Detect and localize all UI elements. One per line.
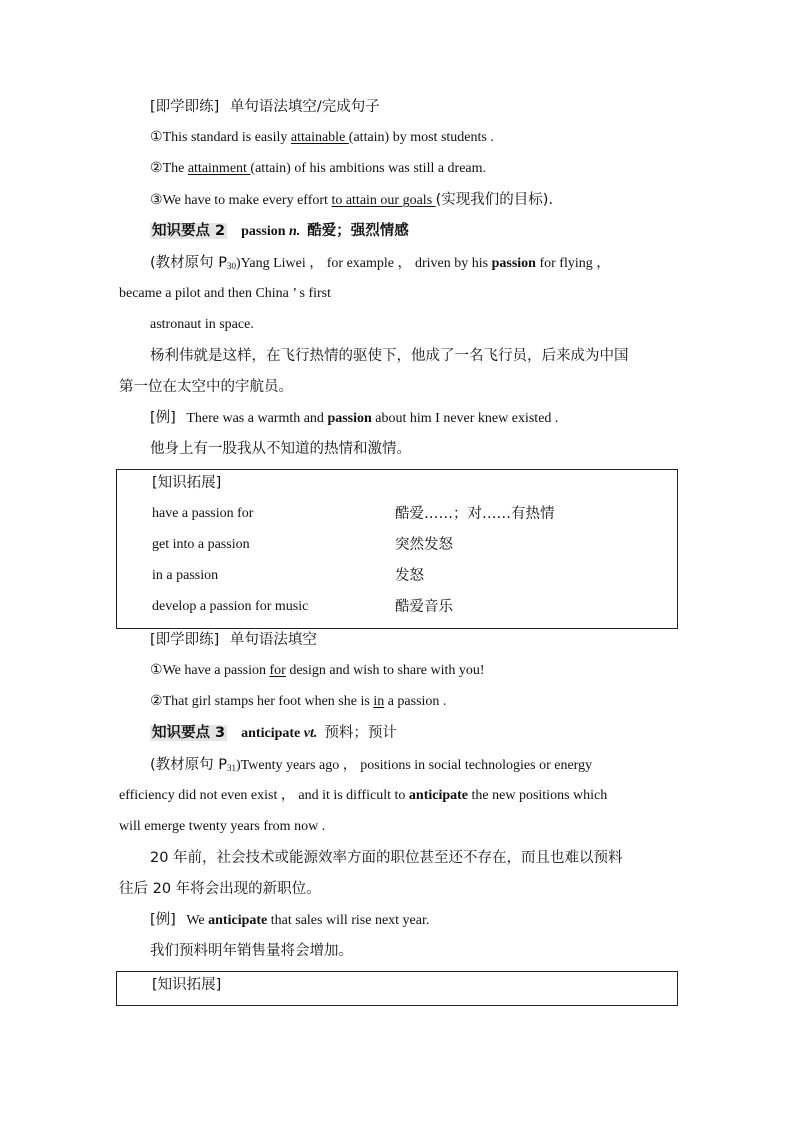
answer-blank: to attain our goals bbox=[331, 193, 436, 208]
example-translation: 我们预料明年销售量将会增加。 bbox=[150, 943, 353, 959]
expansion-phrase: get into a passion bbox=[152, 537, 250, 552]
answer-blank: in bbox=[373, 694, 385, 709]
practice-header-2 bbox=[150, 630, 317, 651]
knowledge-point-label: 知识要点 3 bbox=[152, 725, 226, 741]
translation-line-2: 第一位在太空中的宇航员。 bbox=[119, 379, 293, 395]
knowledge-point-3-heading bbox=[150, 723, 397, 744]
expansion-title: [知识拓展] bbox=[152, 977, 222, 993]
headword: anticipate bbox=[241, 726, 301, 741]
knowledge-point-2-heading bbox=[150, 221, 409, 242]
translation-line-1: 杨利伟就是这样，在飞行热情的驱使下，他成了一名飞行员，后来成为中国 bbox=[150, 348, 629, 364]
expansion-meaning: 酷爱……；对……有热情 bbox=[395, 506, 555, 522]
practice-header-1 bbox=[150, 97, 380, 118]
example-label: [例] bbox=[150, 410, 176, 426]
source-sentence-line-1: (教材原句 $P_{30})Yang$ Liwei ， for example ， driven by his passion for flying ， bbox=[150, 255, 611, 271]
practice-tag: [即学即练] bbox=[150, 632, 220, 648]
source-label: (教材原句 P bbox=[150, 757, 228, 773]
example-sentence: [例] We anticipate that sales will rise next year. bbox=[150, 912, 430, 928]
source-sentence-line-2: efficiency did not even exist ， and it is difficult to anticipate the new positions which bbox=[119, 788, 608, 803]
translation-line-1: 20 年前，社会技术或能源效率方面的职位甚至还不存在，而且也难以预料 bbox=[150, 850, 623, 866]
answer-blank: for bbox=[269, 663, 286, 678]
expansion-phrase: develop a passion for music bbox=[152, 599, 309, 614]
headword: passion bbox=[241, 224, 286, 239]
example-label: [例] bbox=[150, 912, 176, 928]
source-sentence-line-1: (教材原句 $P_{31})Twenty$ years ago ， positions in social technologies or energy bbox=[150, 757, 593, 773]
answer-blank: attainment bbox=[187, 161, 251, 176]
expansion-phrase: in a passion bbox=[152, 568, 219, 583]
part-of-speech: n. bbox=[289, 224, 301, 239]
word-meaning: 预料；预计 bbox=[324, 725, 397, 741]
example-sentence: [例] There was a warmth and passion about him I never knew existed . bbox=[150, 410, 559, 426]
expansion-title: [知识拓展] bbox=[152, 475, 222, 491]
knowledge-point-label: 知识要点 2 bbox=[152, 223, 226, 239]
exercise-item-3: ③We have to make every effort to attain our goals (实现我们的目标). bbox=[150, 192, 554, 208]
exercise-item-4: ①We have a passion for design and wish to share with you! bbox=[150, 663, 485, 678]
practice-title: 单句语法填空/完成句子 bbox=[229, 99, 380, 115]
part-of-speech: vt. bbox=[303, 726, 318, 741]
exercise-item-1: ①This standard is easily attainable (attain) by most students . bbox=[150, 130, 494, 145]
practice-tag: [即学即练] bbox=[150, 99, 220, 115]
expansion-phrase: have a passion for bbox=[152, 506, 254, 521]
example-translation: 他身上有一股我从不知道的热情和激情。 bbox=[150, 441, 411, 457]
expansion-meaning: 发怒 bbox=[395, 568, 424, 584]
expansion-meaning: 突然发怒 bbox=[395, 537, 453, 553]
expansion-meaning: 酷爱音乐 bbox=[395, 599, 453, 615]
source-sentence-line-3: will emerge twenty years from now . bbox=[119, 819, 326, 834]
source-label: (教材原句 P bbox=[150, 255, 228, 271]
practice-title: 单句语法填空 bbox=[229, 632, 317, 648]
exercise-item-2: ②The attainment (attain) of his ambitions was still a dream. bbox=[150, 161, 487, 176]
answer-blank: attainable bbox=[290, 130, 349, 145]
exercise-item-5: ②That girl stamps her foot when she is in a passion . bbox=[150, 694, 447, 709]
translation-line-2: 往后 20 年将会出现的新职位。 bbox=[119, 881, 321, 897]
source-sentence-line-3: astronaut in space. bbox=[150, 317, 254, 332]
word-meaning: 酷爱；强烈情感 bbox=[307, 223, 409, 239]
source-sentence-line-2: became a pilot and then China ’ s first bbox=[119, 286, 332, 301]
